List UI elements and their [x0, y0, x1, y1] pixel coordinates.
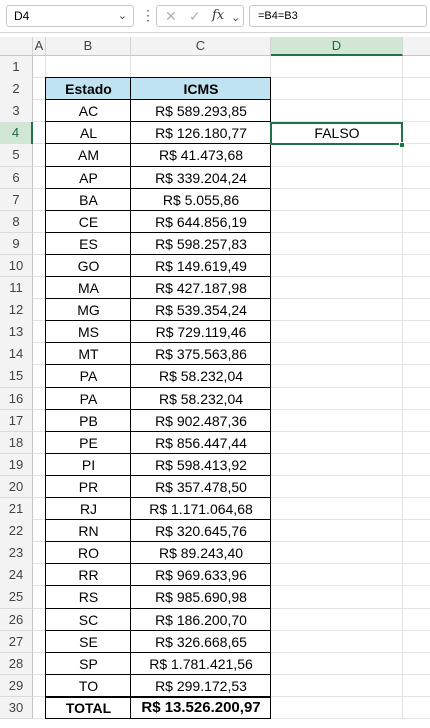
name-box[interactable]: [6, 5, 134, 27]
cell-estado[interactable]: RJ: [79, 501, 98, 517]
cell-icms[interactable]: R$ 539.354,24: [155, 302, 247, 319]
row-header-17[interactable]: 17: [0, 410, 33, 433]
row-header-24[interactable]: 24: [0, 564, 33, 587]
table-border: [130, 77, 131, 719]
cell-estado[interactable]: RS: [78, 589, 99, 606]
row-header-28[interactable]: 28: [0, 653, 33, 676]
cell-icms[interactable]: R$ 902.487,36: [155, 412, 247, 429]
cell-estado[interactable]: AC: [78, 103, 99, 120]
table-border: [45, 188, 271, 189]
row-header-19[interactable]: 19: [0, 454, 33, 477]
cell-icms[interactable]: R$ 985.690,98: [155, 589, 247, 606]
row-header-5[interactable]: 5: [0, 144, 33, 167]
table-border: [45, 166, 271, 167]
cell-icms[interactable]: R$ 186.200,70: [155, 611, 247, 628]
row-header-26[interactable]: 26: [0, 609, 33, 632]
more-options-icon[interactable]: ⋮: [141, 7, 155, 23]
cell-estado[interactable]: ES: [79, 235, 98, 252]
cell-icms[interactable]: R$ 598.257,83: [155, 235, 247, 252]
check-icon[interactable]: ✓: [189, 8, 201, 24]
cell-estado[interactable]: PB: [79, 412, 98, 429]
table-border: [45, 519, 271, 520]
row-header-6[interactable]: 6: [0, 167, 33, 190]
cell-estado[interactable]: TO: [78, 677, 99, 694]
table-border: [45, 387, 271, 388]
table-border: [45, 210, 271, 211]
row-header-4[interactable]: 4: [0, 122, 33, 145]
column-header-d[interactable]: D: [271, 37, 403, 56]
cell-icms[interactable]: R$ 357.478,50: [155, 478, 247, 495]
formula-buttons: [156, 5, 244, 27]
cell-icms[interactable]: R$ 729.119,46: [155, 324, 247, 341]
table-border: [45, 99, 271, 100]
cell-icms[interactable]: R$ 149.619,49: [155, 257, 247, 274]
row-header-2[interactable]: 2: [0, 78, 33, 101]
row-header-15[interactable]: 15: [0, 365, 33, 388]
table-border: [45, 409, 271, 410]
table-border: [45, 541, 271, 542]
cell-icms[interactable]: R$ 598.413,92: [155, 456, 247, 473]
chevron-down-icon[interactable]: ⌄: [231, 12, 241, 24]
cell-d4-value[interactable]: FALSO: [314, 125, 360, 141]
table-border: [45, 630, 271, 631]
table-border: [45, 77, 46, 719]
cell-estado[interactable]: BA: [79, 191, 98, 208]
table-border: [270, 77, 271, 719]
header-estado: Estado: [46, 78, 131, 100]
row-header-1[interactable]: 1: [0, 56, 33, 79]
row-header-11[interactable]: 11: [0, 277, 33, 300]
cell-icms[interactable]: R$ 58.232,04: [158, 368, 244, 385]
cell-icms[interactable]: R$ 339.204,24: [155, 169, 247, 186]
table-border: [45, 608, 271, 609]
table-border: [45, 254, 271, 255]
table-border: [45, 364, 271, 365]
table-border: [45, 497, 271, 498]
cell-icms[interactable]: R$ 41.473,68: [158, 147, 244, 164]
cell-estado[interactable]: MG: [77, 302, 100, 319]
cell-icms[interactable]: R$ 89.243,40: [158, 545, 244, 562]
header-icms: ICMS: [131, 78, 271, 100]
insert-function-icon[interactable]: fx: [212, 8, 225, 23]
cell-estado[interactable]: CE: [78, 213, 99, 230]
cell-estado[interactable]: PR: [78, 478, 99, 495]
cell-estado[interactable]: RN: [78, 523, 99, 540]
row-header-16[interactable]: 16: [0, 388, 33, 411]
cell-estado[interactable]: MS: [78, 324, 99, 341]
cell-estado[interactable]: PE: [79, 434, 98, 451]
cell-icms[interactable]: R$ 375.563,86: [155, 346, 247, 363]
row-header-29[interactable]: 29: [0, 675, 33, 698]
cell-icms[interactable]: R$ 5.055,86: [162, 191, 240, 208]
name-box-value: D4: [14, 9, 30, 23]
cell-estado[interactable]: RO: [78, 545, 99, 562]
table-border: [45, 77, 271, 78]
total-value[interactable]: R$ 13.526.200,97: [141, 698, 261, 716]
row-header-27[interactable]: 27: [0, 631, 33, 654]
row-header-21[interactable]: 21: [0, 498, 33, 521]
cell-estado[interactable]: SE: [79, 633, 98, 650]
cell-estado[interactable]: PA: [79, 390, 98, 407]
select-all-corner[interactable]: [0, 37, 33, 56]
cell-icms[interactable]: R$ 644.856,19: [155, 213, 247, 230]
total-label[interactable]: TOTAL: [65, 699, 112, 716]
cell-icms[interactable]: R$ 589.293,85: [155, 103, 247, 120]
cell-icms[interactable]: R$ 126.180,77: [155, 125, 247, 142]
cell-icms[interactable]: R$ 427.187,98: [155, 280, 247, 296]
column-header-e[interactable]: [403, 37, 430, 56]
column-header-c[interactable]: C: [131, 37, 271, 56]
row-header-23[interactable]: 23: [0, 542, 33, 565]
table-border: [45, 718, 271, 719]
column-header-b[interactable]: B: [46, 37, 131, 56]
table-border: [45, 320, 271, 321]
fill-handle[interactable]: [399, 142, 405, 148]
cell-estado[interactable]: PI: [81, 456, 96, 473]
cell-estado[interactable]: GO: [77, 257, 100, 274]
cell-icms[interactable]: R$ 58.232,04: [158, 390, 244, 407]
table-border: [45, 431, 271, 432]
table-border: [45, 143, 271, 144]
table-border: [45, 121, 271, 122]
row-header-3[interactable]: 3: [0, 100, 33, 123]
cell-icms[interactable]: R$ 969.633,96: [155, 567, 247, 584]
cell-selection: [270, 122, 403, 145]
column-header-a[interactable]: A: [33, 37, 46, 56]
cell-icms[interactable]: R$ 1.171.064,68: [149, 501, 253, 517]
row-header-10[interactable]: 10: [0, 255, 33, 278]
table-border: [45, 475, 271, 476]
cell-estado[interactable]: MT: [78, 346, 99, 363]
row-header-14[interactable]: 14: [0, 343, 33, 366]
table-border: [45, 342, 271, 343]
table-border: [45, 232, 271, 233]
cell-estado[interactable]: AP: [79, 169, 98, 186]
row-header-18[interactable]: 18: [0, 432, 33, 455]
row-header-13[interactable]: 13: [0, 321, 33, 344]
cell-icms[interactable]: R$ 320.645,76: [155, 523, 247, 540]
table-border: [45, 674, 271, 675]
row-header-22[interactable]: 22: [0, 520, 33, 543]
cancel-icon[interactable]: ✕: [165, 8, 177, 24]
row-header-12[interactable]: 12: [0, 299, 33, 322]
cell-estado[interactable]: MA: [78, 280, 99, 296]
cell-estado[interactable]: AM: [78, 147, 99, 164]
row-header-20[interactable]: 20: [0, 476, 33, 499]
row-header-9[interactable]: 9: [0, 233, 33, 256]
formula-input[interactable]: =B4=B3: [249, 5, 427, 27]
table-border: [45, 696, 271, 698]
cell-icms[interactable]: R$ 326.668,65: [155, 633, 247, 650]
row-header-8[interactable]: 8: [0, 211, 33, 234]
cell-estado[interactable]: RR: [78, 567, 99, 584]
table-border: [45, 453, 271, 454]
gridline-col: [402, 56, 403, 719]
row-header-25[interactable]: 25: [0, 586, 33, 609]
table-border: [45, 298, 271, 299]
table-border: [45, 276, 271, 277]
cell-estado[interactable]: SC: [78, 611, 99, 628]
chevron-down-icon[interactable]: ⌄: [117, 10, 127, 22]
cell-estado[interactable]: PA: [79, 368, 98, 385]
row-header-30[interactable]: 30: [0, 697, 33, 720]
cell-icms[interactable]: R$ 299.172,53: [155, 677, 247, 694]
table-border: [45, 652, 271, 653]
cell-icms[interactable]: R$ 1.781.421,56: [149, 655, 253, 672]
formula-bar: [0, 0, 430, 33]
cell-icms[interactable]: R$ 856.447,44: [155, 434, 247, 451]
table-border: [45, 585, 271, 586]
table-border: [45, 563, 271, 564]
cell-estado[interactable]: SP: [79, 655, 98, 672]
row-header-7[interactable]: 7: [0, 189, 33, 212]
cell-estado[interactable]: AL: [79, 125, 98, 142]
